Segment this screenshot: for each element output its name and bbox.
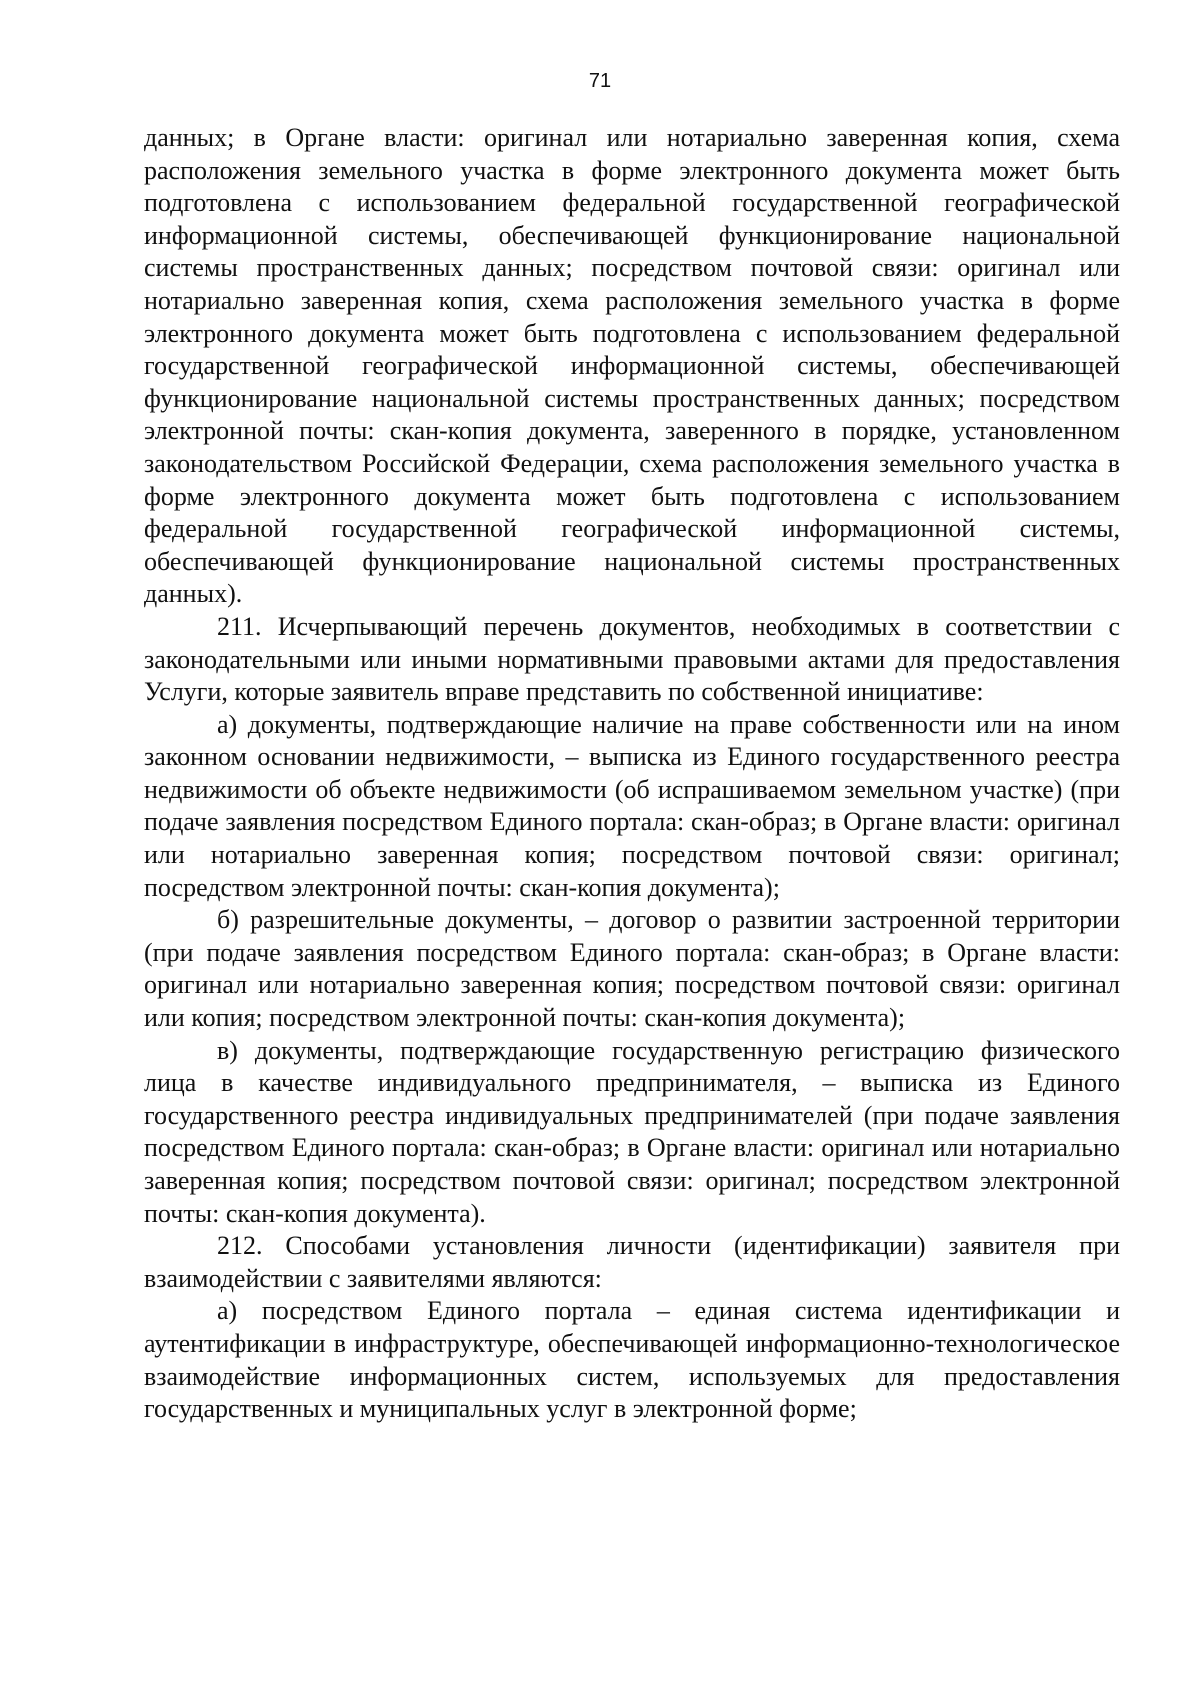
- paragraph-continuation: данных; в Органе власти: оригинал или нотариально заверенная копия, схема расположения земельного участка в форме электронного документа может быть подготовлена с использованием федеральной государственной географической информационной системы, обеспечивающей функционирование национальной системы пространственных данных; посредством почтовой связи: оригинал или нотариально заверенная копия, схема расположения земельного участка в форме электронного документа может быть подготовлена с использованием федеральной государственной географической информационной системы, обеспечивающей функционирование национальной системы пространственных данных; посредством электронной почты: скан-копия документа, заверенного в порядке, установленном законодательством Российской Федерации, схема расположения земельного участка в форме электронного документа может быть подготовлена с использованием федеральной государственной географической информационной системы, обеспечивающей функционирование национальной системы пространственных данных).: [144, 123, 1120, 609]
- paragraph-211: 211. Исчерпывающий перечень документов, необходимых в соответствии с законодательными или иными нормативными правовыми актами для предоставления Услуги, которые заявитель вправе представить по собственной инициативе:: [144, 611, 1120, 707]
- paragraph-212: 212. Способами установления личности (идентификации) заявителя при взаимодействии с заявителями являются:: [144, 1231, 1120, 1293]
- paragraph-211-v: в) документы, подтверждающие государственную регистрацию физического лица в качестве индивидуального предпринимателя, – выписка из Единого государственного реестра индивидуальных предпринимателей (при подаче заявления посредством Единого портала: скан-образ; в Органе власти: оригинал или нотариально заверенная копия; посредством почтовой связи: оригинал; посредством электронной почты: скан-копия документа).: [144, 1035, 1120, 1228]
- page-number: 71: [588, 70, 612, 92]
- paragraph-211-a: а) документы, подтверждающие наличие на праве собственности или на ином законном основании недвижимости, – выписка из Единого государственного реестра недвижимости об объекте недвижимости (об испрашиваемом земельном участке) (при подаче заявления посредством Единого портала: скан-образ; в Органе власти: оригинал или нотариально заверенная копия; посредством почтовой связи: оригинал; посредством электронной почты: скан-копия документа);: [144, 709, 1120, 902]
- paragraph-211-b: б) разрешительные документы, – договор о развитии застроенной территории (при подаче заявления посредством Единого портала: скан-образ; в Органе власти: оригинал или нотариально заверенная копия; посредством почтовой связи: оригинал или копия; посредством электронной почты: скан-копия документа);: [144, 905, 1120, 1033]
- paragraph-212-a: а) посредством Единого портала – единая система идентификации и аутентификации в инфраструктуре, обеспечивающей информационно-технологическое взаимодействие информационных систем, используемых для предоставления государственных и муниципальных услуг в электронной форме;: [144, 1296, 1120, 1424]
- document-body: [144, 122, 1120, 1426]
